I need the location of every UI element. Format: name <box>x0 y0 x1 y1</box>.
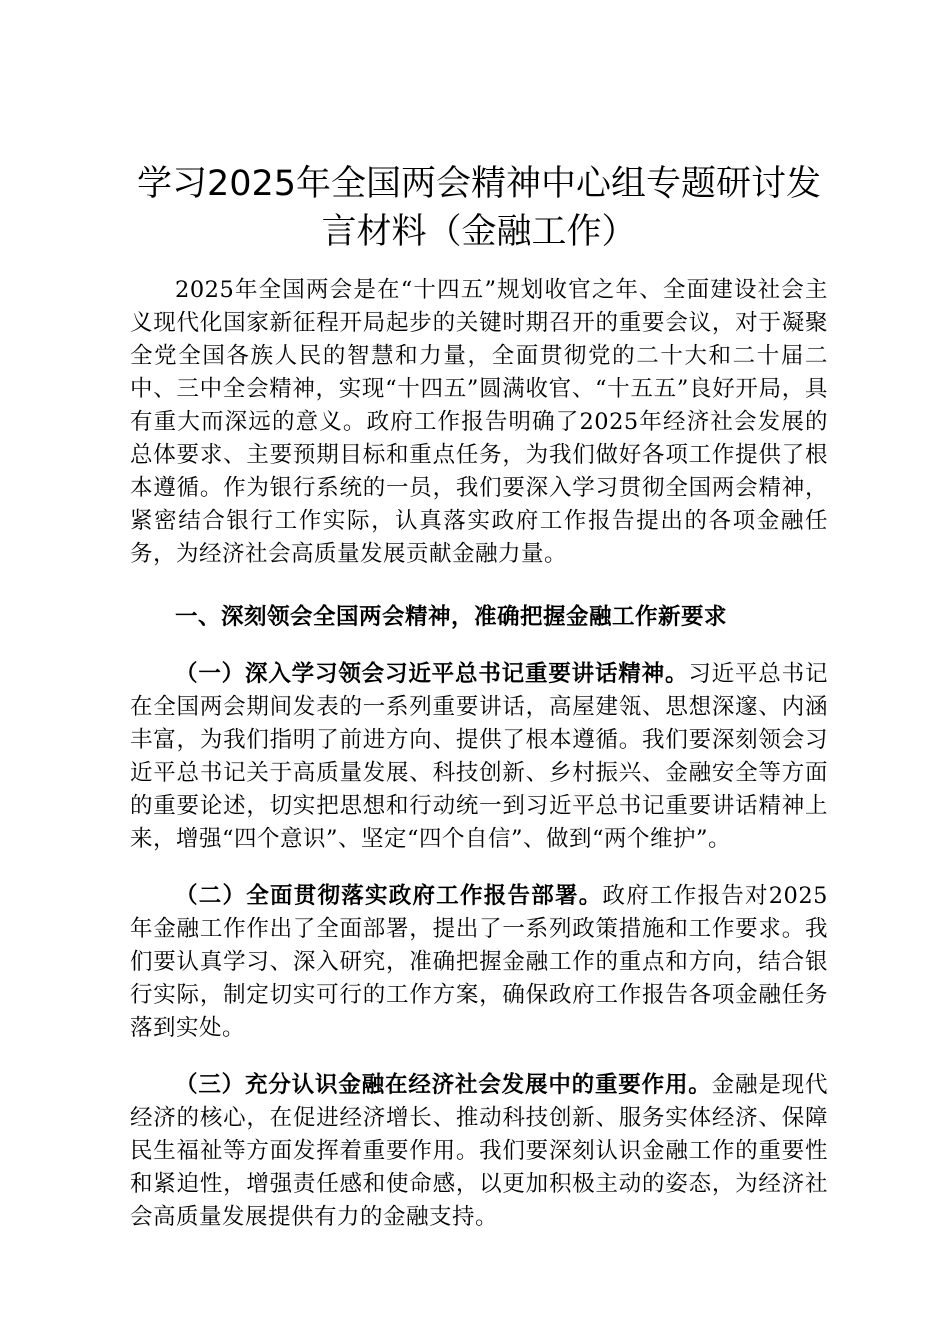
subsection-3 <box>130 1069 828 1234</box>
subsection-1-lead: （一）深入学习领会习近平总书记重要讲话精神。 <box>175 661 689 687</box>
title-line-2: 言材料（金融工作） <box>321 212 637 252</box>
intro-paragraph: 2025年全国两会是在“十四五”规划收官之年、全面建设社会主义现代化国家新征程开局起步的关键时期召开的重要会议，对于凝聚全党全国各族人民的智慧和力量，全面贯彻党的二十大和二十届二中、三中全会精神，实现“十四五”圆满收官、“十五五”良好开局，具有重大而深远的意义。政府工作报告明确了2025年经济社会发展的总体要求、主要预期目标和重点任务，为我们做好各项工作提供了根本遵循。作为银行系统的一员，我们要深入学习贯彻全国两会精神，紧密结合银行工作实际，认真落实政府工作报告提出的各项金融任务，为经济社会高质量发展贡献金融力量。 <box>130 277 828 567</box>
subsection-1 <box>130 658 828 856</box>
document-title <box>120 160 838 256</box>
subsection-2-body: 政府工作报告对2025年金融工作作出了全面部署，提出了一系列政策措施和工作要求。我们要认真学习、深入研究，准确把握金融工作的重点和方向，结合银行实际，制定切实可行的工作方案，确保政府工作报告各项金融任务落到实处。 <box>130 883 828 1041</box>
subsection-3-lead: （三）充分认识金融在经济社会发展中的重要作用。 <box>175 1072 712 1098</box>
section-heading-1: 一、深刻领会全国两会精神，准确把握金融工作新要求 <box>175 604 728 630</box>
title-line-1: 学习2025年全国两会精神中心组专题研讨发 <box>136 164 822 204</box>
subsection-1-body: 习近平总书记在全国两会期间发表的一系列重要讲话，高屋建瓴、思想深邃、内涵丰富，为我们指明了前进方向、提供了根本遵循。我们要深刻领会习近平总书记关于高质量发展、科技创新、乡村振兴、金融安全等方面的重要论述，切实把思想和行动统一到习近平总书记重要讲话精神上来，增强“四个意识”、坚定“四个自信”、做到“两个维护”。 <box>130 661 828 852</box>
document-page <box>130 160 828 1258</box>
subsection-3-body: 金融是现代经济的核心，在促进经济增长、推动科技创新、服务实体经济、保障民生福祉等方面发挥着重要作用。我们要深刻认识金融工作的重要性和紧迫性，增强责任感和使命感，以更加积极主动的姿态，为经济社会高质量发展提供有力的金融支持。 <box>130 1072 828 1230</box>
subsection-2-lead: （二）全面贯彻落实政府工作报告部署。 <box>175 883 603 909</box>
subsection-2 <box>130 880 828 1045</box>
